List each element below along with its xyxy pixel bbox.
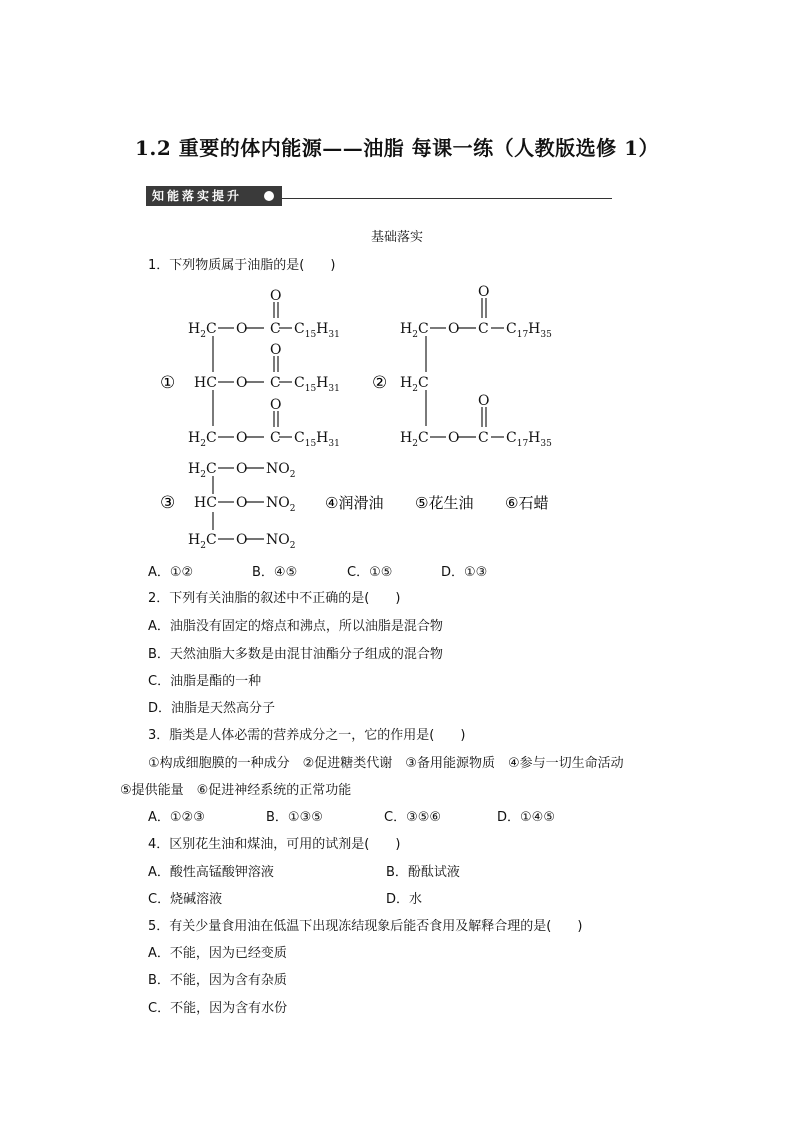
subsection-title: 基础落实: [370, 230, 423, 245]
q1-marker-2: ②: [372, 373, 388, 393]
svg-text:C15H31: $C_{15}H_{31}$: [294, 375, 340, 394]
svg-text:H2C: $H_2C$: [188, 321, 217, 340]
q2-option-d: D．油脂是天然高分子: [148, 701, 276, 716]
q4-option-d: D．水: [386, 892, 423, 907]
q3-stem: 3．脂类是人体必需的营养成分之一，它的作用是( ): [148, 728, 466, 743]
q2-option-b: B．天然油脂大多数是由混甘油酯分子组成的混合物: [148, 647, 443, 662]
q3-choices-line1: ①构成细胞膜的一种成分 ②促进糖类代谢 ③备用能源物质 ④参与一切生命活动: [148, 756, 624, 771]
q4-stem: 4．区别花生油和煤油，可用的试剂是( ): [148, 837, 401, 852]
svg-text:H2C: $H_2C$: [188, 430, 217, 449]
svg-text:O: O: [236, 430, 248, 446]
q1-item-4: ④润滑油: [325, 494, 384, 512]
q4-option-b: B．酚酞试液: [386, 865, 460, 880]
svg-text:C: C: [270, 321, 281, 337]
q1-option-d: D．①③: [441, 565, 488, 580]
q3-choices-line2: ⑤提供能量 ⑥促进神经系统的正常功能: [120, 783, 352, 798]
section-banner-label: 知能落实提升: [146, 186, 282, 206]
q1-option-c: C．①⑤: [347, 565, 393, 580]
svg-text:O: O: [478, 393, 490, 409]
q4-option-a: A．酸性高锰酸钾溶液: [148, 865, 274, 880]
svg-text:H2C: $H_2C$: [400, 321, 429, 340]
svg-text:C15H31: $C_{15}H_{31}$: [294, 321, 340, 340]
svg-text:C: C: [478, 321, 489, 337]
svg-text:C: C: [270, 430, 281, 446]
svg-text:NO2: $NO_2$: [266, 495, 296, 514]
q3-option-b: B．①③⑤: [266, 810, 323, 825]
banner-dot-icon: [264, 191, 274, 201]
svg-text:O: O: [270, 288, 282, 304]
svg-text:O: O: [236, 495, 248, 511]
svg-text:C: C: [478, 430, 489, 446]
svg-text:H2C: $H_2C$: [400, 375, 429, 394]
svg-text:C: C: [270, 375, 281, 391]
q5-stem: 5．有关少量食用油在低温下出现冻结现象后能否食用及解释合理的是( ): [148, 919, 583, 934]
q3-option-d: D．①④⑤: [497, 810, 555, 825]
svg-text:O: O: [236, 321, 248, 337]
svg-text:HC: HC: [194, 375, 217, 391]
svg-text:C17H35: $C_{17}H_{35}$: [506, 321, 552, 340]
q1-marker-1: ①: [160, 373, 176, 393]
svg-text:NO2: $NO_2$: [266, 461, 296, 480]
svg-text:HC: HC: [194, 495, 217, 511]
svg-text:O: O: [236, 461, 248, 477]
svg-text:NO2: $NO_2$: [266, 532, 296, 551]
svg-text:H2C: $H_2C$: [188, 461, 217, 480]
q3-option-a: A．①②③: [148, 810, 205, 825]
svg-text:O: O: [478, 284, 490, 300]
q2-option-c: C．油脂是酯的一种: [148, 674, 262, 689]
q2-option-a: A．油脂没有固定的熔点和沸点，所以油脂是混合物: [148, 619, 443, 634]
svg-text:H2C: $H_2C$: [400, 430, 429, 449]
q5-option-a: A．不能，因为已经变质: [148, 946, 287, 961]
q2-stem: 2．下列有关油脂的叙述中不正确的是( ): [148, 591, 401, 606]
svg-text:H2C: $H_2C$: [188, 532, 217, 551]
q3-option-c: C．③⑤⑥: [384, 810, 442, 825]
svg-text:O: O: [236, 375, 248, 391]
svg-text:O: O: [448, 430, 460, 446]
q4-option-c: C．烧碱溶液: [148, 892, 223, 907]
q1-structures: [150, 280, 610, 555]
svg-text:O: O: [236, 532, 248, 548]
svg-text:C17H35: $C_{17}H_{35}$: [506, 430, 552, 449]
q1-marker-3: ③: [160, 493, 176, 513]
q1-item-5: ⑤花生油: [415, 494, 474, 512]
svg-text:C15H31: $C_{15}H_{31}$: [294, 430, 340, 449]
svg-text:O: O: [270, 397, 282, 413]
q1-option-b: B．④⑤: [252, 565, 298, 580]
q1-item-6: ⑥石蜡: [505, 494, 549, 512]
page-title: 1.2 重要的体内能源——油脂 每课一练（人教版选修 1）: [134, 136, 660, 160]
q1-stem: 1．下列物质属于油脂的是( ): [148, 258, 336, 273]
q1-option-a: A．①②: [148, 565, 194, 580]
banner-divider: [282, 198, 612, 199]
q5-option-c: C．不能，因为含有水份: [148, 1001, 288, 1016]
svg-text:O: O: [270, 342, 282, 358]
svg-text:O: O: [448, 321, 460, 337]
q5-option-b: B．不能，因为含有杂质: [148, 973, 287, 988]
